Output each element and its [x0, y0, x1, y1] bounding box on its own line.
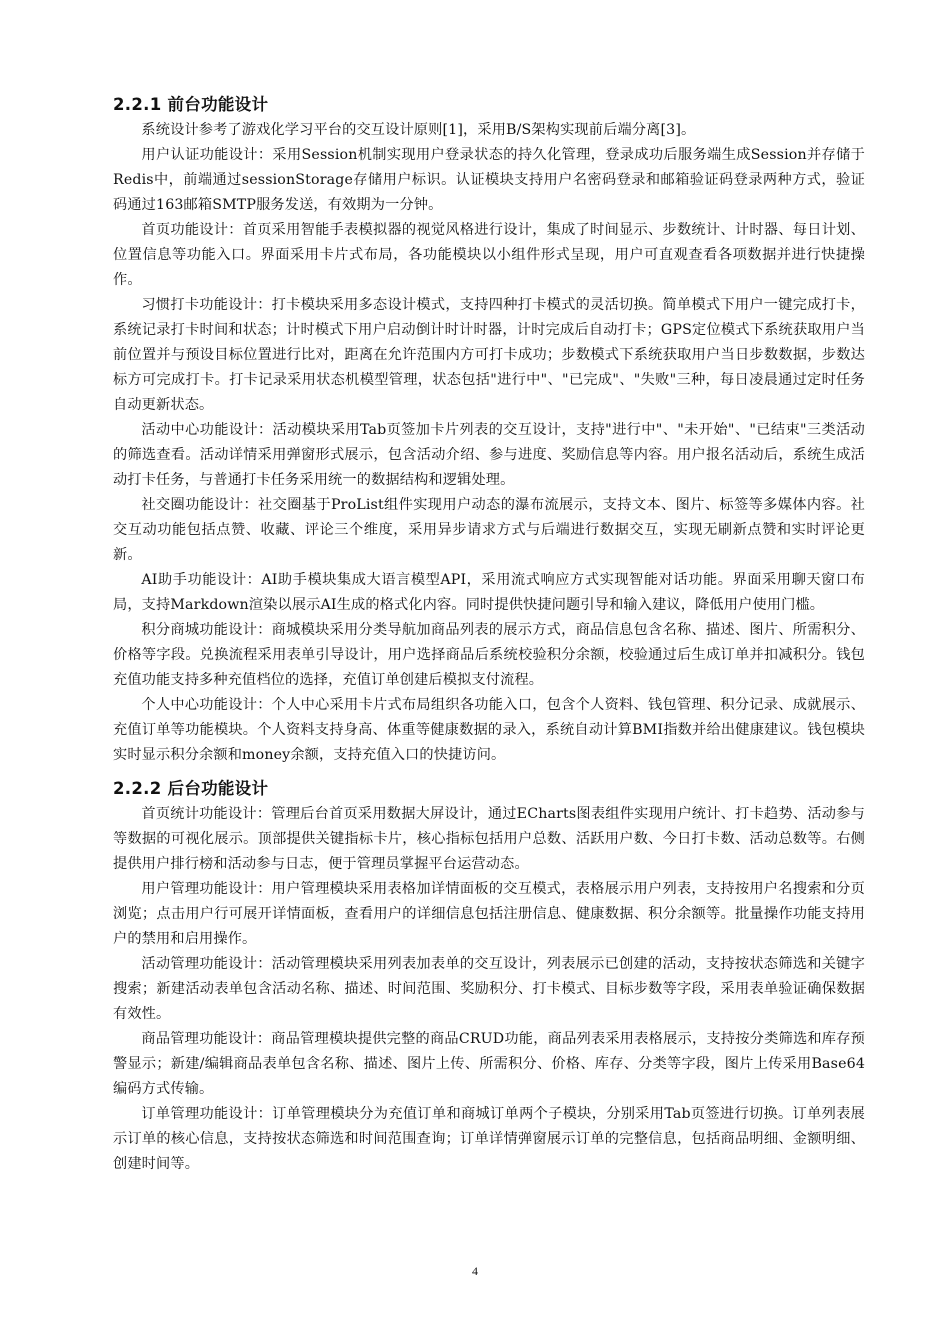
paragraph-profile: 个人中心功能设计：个人中心采用卡片式布局组织各功能入口，包含个人资料、钱包管理、积分记录、成就展示、充值订单等功能模块。个人资料支持身高、体重等健康数据的录入，系统自动计算BMI指数并给出健康建议。钱包模块实时显示积分余额和money余额，支持充值入口的快捷访问。: [113, 697, 865, 763]
paragraph-social: 社交圈功能设计：社交圈基于ProList组件实现用户动态的瀑布流展示，支持文本、图片、标签等多媒体内容。社交互动功能包括点赞、收藏、评论三个维度，采用异步请求方式与后端进行数据交互，实现无刷新点赞和实时评论更新。: [113, 497, 865, 563]
paragraph-activity: 活动中心功能设计：活动模块采用Tab页签加卡片列表的交互设计，支持"进行中"、"未开始"、"已结束"三类活动的筛选查看。活动详情采用弹窗形式展示，包含活动介绍、参与进度、奖励信息等内容。用户报名活动后，系统生成活动打卡任务，与普通打卡任务采用统一的数据结构和逻辑处理。: [113, 422, 865, 488]
section-title: 前台功能设计: [167, 95, 269, 114]
paragraph-mall: 积分商城功能设计：商城模块采用分类导航加商品列表的展示方式，商品信息包含名称、描述、图片、所需积分、价格等字段。兑换流程采用表单引导设计，用户选择商品后系统校验积分余额，校验通过后生成订单并扣减积分。钱包充值功能支持多种充值档位的选择，充值订单创建后模拟支付流程。: [113, 622, 865, 688]
section-number: 2.2.2: [113, 779, 162, 798]
section-number: 2.2.1: [113, 95, 162, 114]
paragraph-intro: 系统设计参考了游戏化学习平台的交互设计原则[1]，采用B/S架构实现前后端分离[3]。: [141, 122, 696, 138]
paragraph-dashboard: 首页统计功能设计：管理后台首页采用数据大屏设计，通过ECharts图表组件实现用户统计、打卡趋势、活动参与等数据的可视化展示。顶部提供关键指标卡片，核心指标包括用户总数、活跃用户数、今日打卡数、活动总数等。右侧提供用户排行榜和活动参与日志，便于管理员掌握平台运营动态。: [113, 806, 865, 872]
paragraph-order-mgmt: 订单管理功能设计：订单管理模块分为充值订单和商城订单两个子模块，分别采用Tab页签进行切换。订单列表展示订单的核心信息，支持按状态筛选和时间范围查询；订单详情弹窗展示订单的完整信息，包括商品明细、金额明细、创建时间等。: [113, 1106, 865, 1172]
paragraph-ai: AI助手功能设计：AI助手模块集成大语言模型API，采用流式响应方式实现智能对话功能。界面采用聊天窗口布局，支持Markdown渲染以展示AI生成的格式化内容。同时提供快捷问题引导和输入建议，降低用户使用门槛。: [113, 572, 865, 613]
paragraph-auth: 用户认证功能设计：采用Session机制实现用户登录状态的持久化管理，登录成功后服务端生成Session并存储于Redis中，前端通过sessionStorage存储用户标识。认证模块支持用户名密码登录和邮箱验证码登录两种方式，验证码通过163邮箱SMTP服务发送，有效期为一分钟。: [113, 147, 865, 213]
paragraph-product-mgmt: 商品管理功能设计：商品管理模块提供完整的商品CRUD功能，商品列表采用表格展示，支持按分类筛选和库存预警显示；新建/编辑商品表单包含名称、描述、图片上传、所需积分、价格、库存、分类等字段，图片上传采用Base64编码方式传输。: [113, 1031, 865, 1097]
paragraph-user-mgmt: 用户管理功能设计：用户管理模块采用表格加详情面板的交互模式，表格展示用户列表，支持按用户名搜索和分页浏览；点击用户行可展开详情面板，查看用户的详细信息包括注册信息、健康数据、积分余额等。批量操作功能支持用户的禁用和启用操作。: [113, 881, 865, 947]
paragraph-checkin: 习惯打卡功能设计：打卡模块采用多态设计模式，支持四种打卡模式的灵活切换。简单模式下用户一键完成打卡，系统记录打卡时间和状态；计时模式下用户启动倒计时计时器，计时完成后自动打卡；GPS定位模式下系统获取用户当前位置并与预设目标位置进行比对，距离在允许范围内方可打卡成功；步数模式下系统获取用户当日步数数据，步数达标方可完成打卡。打卡记录采用状态机模型管理，状态包括"进行中"、"已完成"、"失败"三种，每日凌晨通过定时任务自动更新状态。: [113, 297, 865, 413]
section-heading-frontend: [113, 92, 865, 118]
paragraph-home: 首页功能设计：首页采用智能手表模拟器的视觉风格进行设计，集成了时间显示、步数统计、计时器、每日计划、位置信息等功能入口。界面采用卡片式布局，各功能模块以小组件形式呈现，用户可直观查看各项数据并进行快捷操作。: [113, 222, 865, 288]
page-content: [113, 92, 865, 1177]
paragraph-activity-mgmt: 活动管理功能设计：活动管理模块采用列表加表单的交互设计，列表展示已创建的活动，支持按状态筛选和关键字搜索；新建活动表单包含活动名称、描述、时间范围、奖励积分、打卡模式、目标步数等字段，采用表单验证确保数据有效性。: [113, 956, 865, 1022]
page-number: 4: [472, 1264, 478, 1278]
section-title: 后台功能设计: [167, 779, 269, 798]
section-heading-backend: [113, 776, 865, 802]
